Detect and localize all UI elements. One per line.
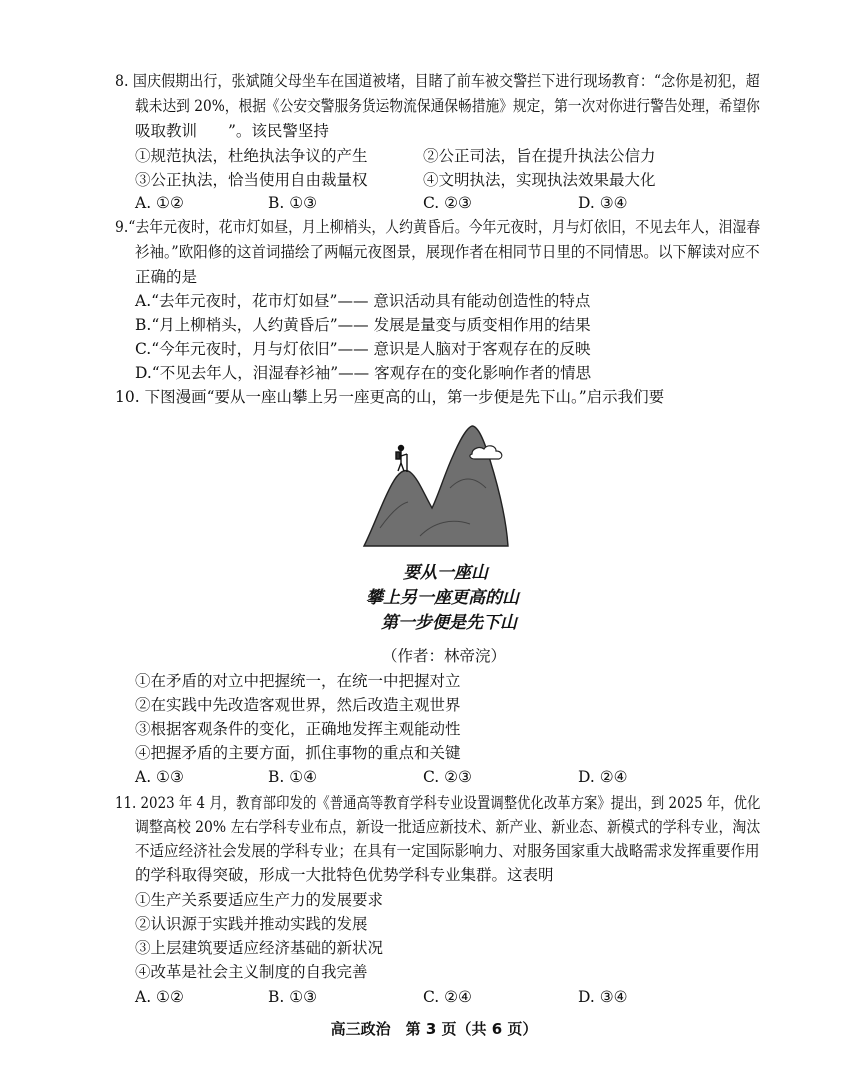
cartoon-author: （作者：林帝浣） xyxy=(382,647,507,665)
q8-item: ③公正执法，恰当使用自由裁量权 xyxy=(135,171,368,189)
q8-item: ①规范执法，杜绝执法争议的产生 xyxy=(135,147,368,165)
cartoon-caption-line: 第一步便是先下山 xyxy=(381,613,517,633)
q11-option-d: D. ③④ xyxy=(578,988,628,1006)
q8-stem-line: 载未达到 20%，根据《公安交警服务货运物流保通保畅措施》规定，第一次对你进行警告处理，希望你 xyxy=(135,97,760,115)
q8-item: ②公正司法，旨在提升执法公信力 xyxy=(423,147,656,165)
q9-option-c: C.“今年元夜时，月与灯依旧”—— 意识是人脑对于客观存在的反映 xyxy=(135,340,591,358)
q8-stem-line: 吸取教训 ”。该民警坚持 xyxy=(135,122,329,140)
q10-stem: 10. 下图漫画“要从一座山攀上另一座更高的山，第一步便是先下山。”启示我们要 xyxy=(115,388,665,406)
q11-item: ②认识源于实践并推动实践的发展 xyxy=(135,915,368,933)
q11-option-b: B. ①③ xyxy=(268,988,318,1006)
q10-option-a: A. ①③ xyxy=(135,768,184,786)
q8-item: ④文明执法，实现执法效果最大化 xyxy=(423,171,656,189)
mountain-cartoon-image xyxy=(360,418,510,558)
cartoon-caption-line: 攀上另一座更高的山 xyxy=(366,588,519,608)
q11-stem-line: 不适应经济社会发展的学科专业；在具有一定国际影响力、对服务国家重大战略需求发挥重要作用 xyxy=(135,842,760,860)
q10-item: ④把握矛盾的主要方面，抓住事物的重点和关键 xyxy=(135,744,461,762)
q11-stem-line: 的学科取得突破，形成一大批特色优势学科专业集群。这表明 xyxy=(135,866,554,884)
mountain-drawing xyxy=(364,426,508,546)
q11-item: ③上层建筑要适应经济基础的新状况 xyxy=(135,939,384,957)
q9-option-a: A.“去年元夜时，花市灯如昼”—— 意识活动具有能动创造性的特点 xyxy=(135,292,591,310)
q11-stem-line: 11. 2023 年 4 月，教育部印发的《普通高等教育学科专业设置调整优化改革方案》提出，到 2025 年，优化 xyxy=(115,794,761,812)
q11-item: ④改革是社会主义制度的自我完善 xyxy=(135,963,368,981)
q11-option-c: C. ②④ xyxy=(423,988,472,1006)
q10-item: ①在矛盾的对立中把握统一，在统一中把握对立 xyxy=(135,672,461,690)
q10-option-b: B. ①④ xyxy=(268,768,318,786)
page-footer: 高三政治 第 3 页（共 6 页） xyxy=(330,1020,538,1038)
q10-item: ②在实践中先改造客观世界，然后改造主观世界 xyxy=(135,696,461,714)
q10-option-d: D. ②④ xyxy=(578,768,628,786)
q11-option-a: A. ①② xyxy=(135,988,184,1006)
hiker-figure xyxy=(396,446,407,473)
cartoon-caption-line: 要从一座山 xyxy=(403,563,488,583)
q9-option-d: D.“不见去年人，泪湿春衫袖”—— 客观存在的变化影响作者的情思 xyxy=(135,364,592,382)
q8-stem-line: 8. 国庆假期出行，张斌随父母坐车在国道被堵，目睹了前车被交警拦下进行现场教育：“念你是初犯，超 xyxy=(115,72,760,90)
q9-stem-line: 衫袖。”欧阳修的这首词描绘了两幅元夜图景，展现作者在相同节日里的不同情思。以下解读对应不 xyxy=(135,243,760,261)
q9-option-b: B.“月上柳梢头，人约黄昏后”—— 发展是量变与质变相作用的结果 xyxy=(135,316,591,334)
q8-option-d: D. ③④ xyxy=(578,194,628,212)
q9-stem-line: 9.“去年元夜时，花市灯如昼，月上柳梢头，人约黄昏后。今年元夜时，月与灯依旧，不见去年人，泪湿春 xyxy=(115,218,761,236)
q9-stem-line: 正确的是 xyxy=(135,268,198,286)
q8-option-a: A. ①② xyxy=(135,194,184,212)
q8-option-c: C. ②③ xyxy=(423,194,472,212)
q10-option-c: C. ②③ xyxy=(423,768,472,786)
q8-option-b: B. ①③ xyxy=(268,194,318,212)
q10-item: ③根据客观条件的变化，正确地发挥主观能动性 xyxy=(135,720,461,738)
q11-stem-line: 调整高校 20% 左右学科专业布点，新设一批适应新技术、新产业、新业态、新模式的学科专业，淘汰 xyxy=(135,818,761,836)
q11-item: ①生产关系要适应生产力的发展要求 xyxy=(135,891,384,909)
